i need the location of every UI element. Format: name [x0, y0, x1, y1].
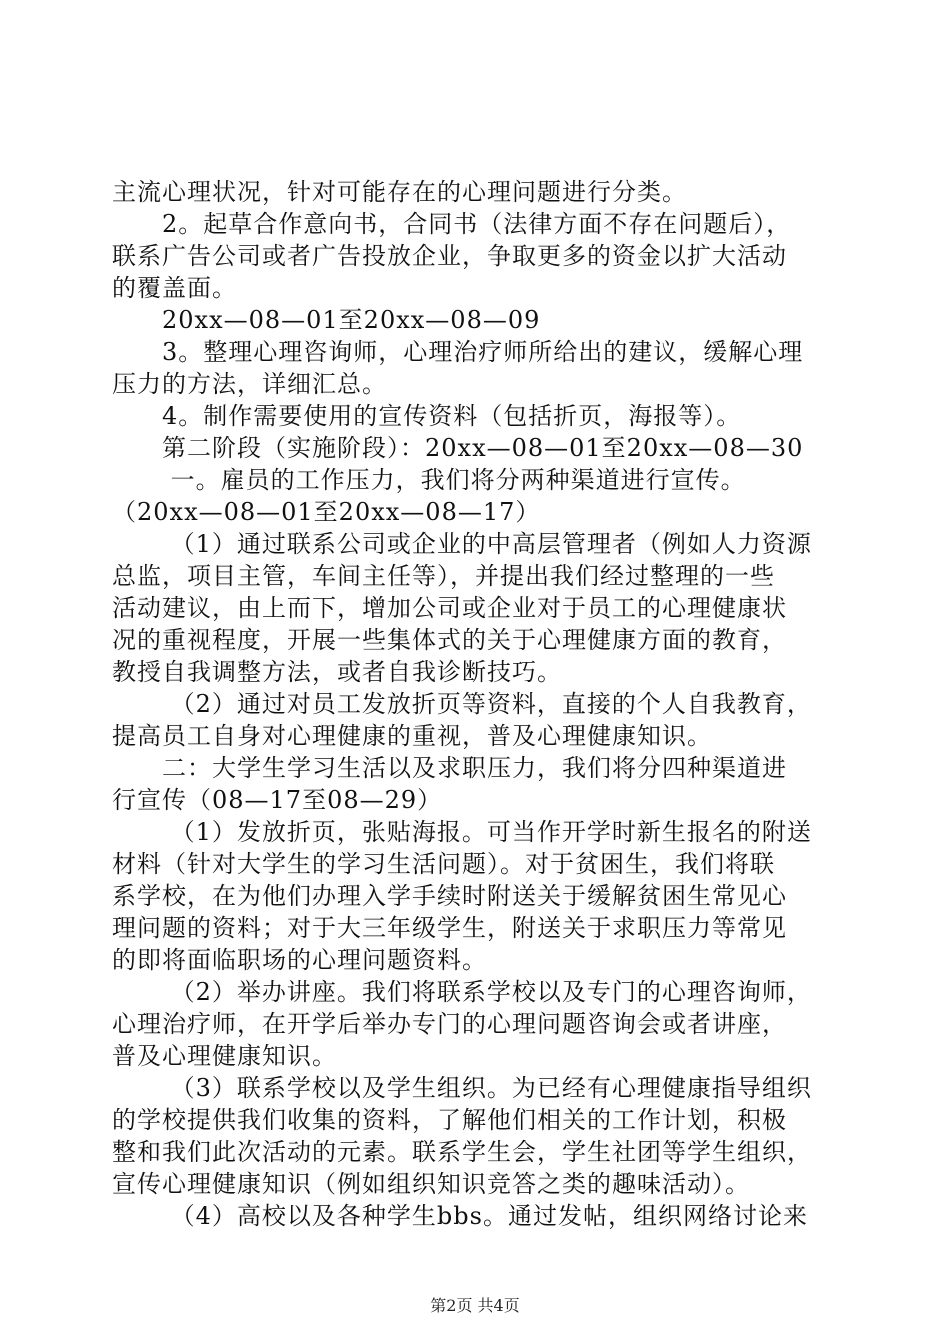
text-line: 宣传心理健康知识（例如组织知识竞答之类的趣味活动）。: [112, 1170, 750, 1198]
text-line: 心理治疗师，在开学后举办专门的心理问题咨询会或者讲座，: [112, 1010, 787, 1038]
text-line: （1）发放折页，张贴海报。可当作开学时新生报名的附送: [112, 818, 812, 846]
text-line: 教授自我调整方法，或者自我诊断技巧。: [112, 658, 562, 686]
text-line: 二：大学生学习生活以及求职压力，我们将分四种渠道进: [112, 754, 787, 782]
text-line: 普及心理健康知识。: [112, 1042, 337, 1070]
text-line: （1）通过联系公司或企业的中高层管理者（例如人力资源: [112, 530, 812, 558]
text-line: 4。制作需要使用的宣传资料（包括折页，海报等）。: [112, 402, 742, 430]
page-number-footer: 第2页 共4页: [430, 1296, 520, 1315]
text-line: 材料（针对大学生的学习生活问题）。对于贫困生，我们将联: [112, 850, 775, 878]
text-line: （2）举办讲座。我们将联系学校以及专门的心理咨询师，: [112, 978, 812, 1006]
text-line: （4）高校以及各种学生bbs。通过发帖，组织网络讨论来: [112, 1202, 808, 1230]
text-line: 联系广告公司或者广告投放企业，争取更多的资金以扩大活动: [112, 242, 787, 270]
text-line: 况的重视程度，开展一些集体式的关于心理健康方面的教育，: [112, 626, 787, 654]
text-line: （3）联系学校以及学生组织。为已经有心理健康指导组织: [112, 1074, 812, 1102]
text-line: 第二阶段（实施阶段）：20xx—08—01至20xx—08—30: [112, 434, 804, 462]
text-line: 系学校，在为他们办理入学手续时附送关于缓解贫困生常见心: [112, 882, 787, 910]
text-line: （2）通过对员工发放折页等资料，直接的个人自我教育，: [112, 690, 812, 718]
text-line: 的即将面临职场的心理问题资料。: [112, 946, 487, 974]
text-line: 压力的方法，详细汇总。: [112, 370, 387, 398]
text-line: 2。起草合作意向书，合同书（法律方面不存在问题后），: [112, 210, 792, 238]
text-line: 一。雇员的工作压力，我们将分两种渠道进行宣传。: [112, 466, 746, 494]
text-line: 主流心理状况，针对可能存在的心理问题进行分类。: [112, 178, 687, 206]
text-line: 理问题的资料；对于大三年级学生，附送关于求职压力等常见: [112, 914, 787, 942]
text-line: 的覆盖面。: [112, 274, 237, 302]
text-line: （20xx—08—01至20xx—08—17）: [112, 498, 541, 526]
text-line: 活动建议，由上而下，增加公司或企业对于员工的心理健康状: [112, 594, 787, 622]
text-line: 总监，项目主管，车间主任等），并提出我们经过整理的一些: [112, 562, 775, 590]
text-line: 行宣传（08—17至08—29）: [112, 786, 443, 814]
text-line: 提高员工自身对心理健康的重视，普及心理健康知识。: [112, 722, 712, 750]
text-line: 的学校提供我们收集的资料，了解他们相关的工作计划，积极: [112, 1106, 787, 1134]
text-line: 3。整理心理咨询师，心理治疗师所给出的建议，缓解心理: [112, 338, 804, 366]
document-body: [112, 176, 842, 1232]
text-line: 20xx—08—01至20xx—08—09: [112, 306, 541, 334]
text-line: 整和我们此次活动的元素。联系学生会，学生社团等学生组织，: [112, 1138, 812, 1166]
